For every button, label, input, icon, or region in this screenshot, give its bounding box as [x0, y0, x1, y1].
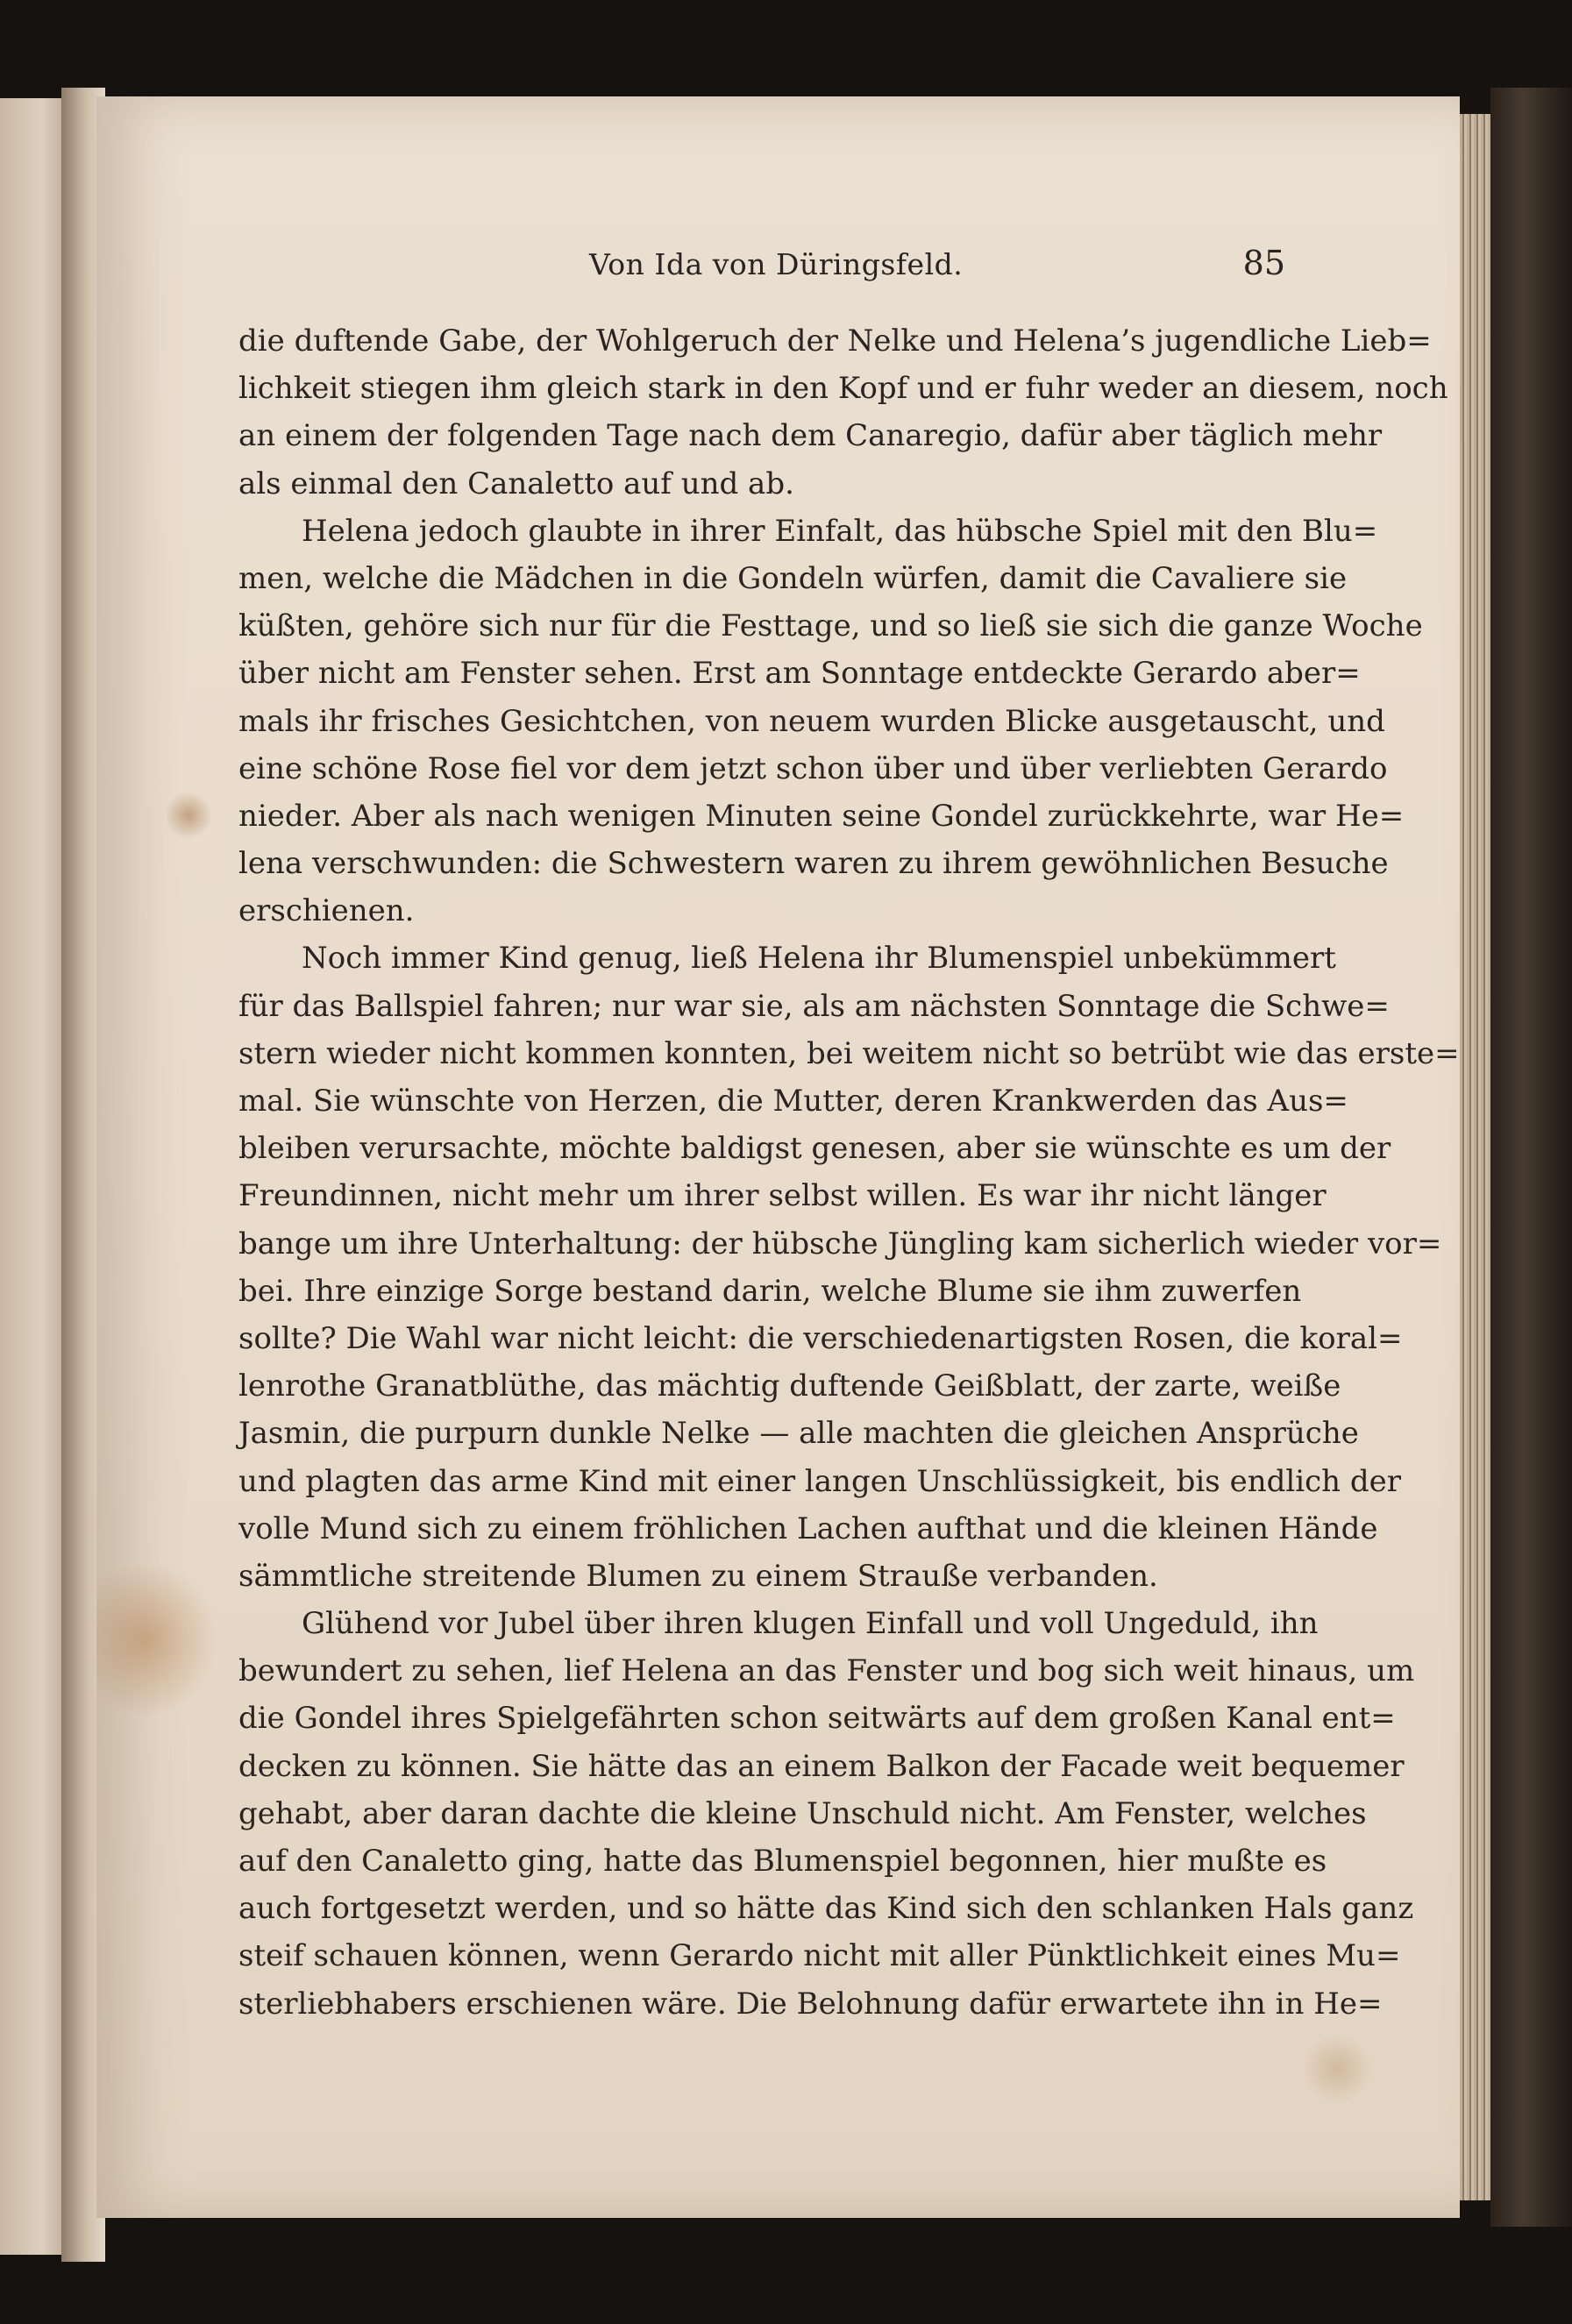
- text-line: bange um ihre Unterhaltung: der hübsche Jüngling kam sicherlich wieder vor=: [238, 1226, 1442, 1261]
- text-line: bei. Ihre einzige Sorge bestand darin, welche Blume sie ihm zuwerfen: [238, 1273, 1302, 1309]
- text-line: lichkeit stiegen ihm gleich stark in den Kopf und er fuhr weder an diesem, noch: [238, 371, 1448, 407]
- text-line: für das Ballspiel fahren; nur war sie, als am nächsten Sonntage die Schwe=: [238, 988, 1390, 1024]
- text-line: volle Mund sich zu einem fröhlichen Lachen aufthat und die kleinen Hände: [238, 1510, 1378, 1546]
- text-line: steif schauen können, wenn Gerardo nicht mit aller Pünktlichkeit eines Mu=: [238, 1938, 1401, 1974]
- text-line: Helena jedoch glaubte in ihrer Einfalt, das hübsche Spiel mit den Blu=: [302, 513, 1378, 549]
- text-line: sämmtliche streitende Blumen zu einem Strauße verbanden.: [238, 1558, 1158, 1594]
- text-line: und plagten das arme Kind mit einer langen Unschlüssigkeit, bis endlich der: [238, 1463, 1401, 1499]
- text-line: Jasmin, die purpurn dunkle Nelke — alle machten die gleichen Ansprüche: [238, 1416, 1359, 1452]
- book-cover-edge: [1490, 88, 1572, 2227]
- left-page-edge: [0, 98, 70, 2255]
- text-line: nieder. Aber als nach wenigen Minuten seine Gondel zurückkehrte, war He=: [238, 798, 1405, 834]
- running-title: Von Ida von Düringsfeld.: [589, 247, 964, 281]
- text-line: bleiben verursachte, möchte baldigst genesen, aber sie wünschte es um der: [238, 1131, 1391, 1167]
- text-line: Glühend vor Jubel über ihren klugen Einfall und voll Ungeduld, ihn: [302, 1606, 1319, 1642]
- body-text: [238, 317, 1460, 2028]
- text-line: auch fortgesetzt werden, und so hätte das Kind sich den schlanken Hals ganz: [238, 1891, 1414, 1927]
- text-line: Freundinnen, nicht mehr um ihrer selbst willen. Es war ihr nicht länger: [238, 1178, 1327, 1214]
- text-line: an einem der folgenden Tage nach dem Canaregio, dafür aber täglich mehr: [238, 418, 1383, 454]
- text-line: eine schöne Rose fiel vor dem jetzt schon über und über verliebten Gerardo: [238, 750, 1388, 786]
- text-line: bewundert zu sehen, lief Helena an das Fenster und bog sich weit hinaus, um: [238, 1653, 1415, 1689]
- text-line: lena verschwunden: die Schwestern waren zu ihrem gewöhnlichen Besuche: [238, 846, 1389, 882]
- text-line: stern wieder nicht kommen konnten, bei weitem nicht so betrübt wie das erste=: [238, 1035, 1460, 1071]
- text-line: lenrothe Granatblüthe, das mächtig duftende Geißblatt, der zarte, weiße: [238, 1368, 1341, 1404]
- text-line: Noch immer Kind genug, ließ Helena ihr Blumenspiel unbekümmert: [302, 941, 1336, 977]
- text-line: erschienen.: [238, 893, 415, 929]
- text-line: sollte? Die Wahl war nicht leicht: die verschiedenartigsten Rosen, die koral=: [238, 1320, 1403, 1356]
- text-line: die Gondel ihres Spielgefährten schon seitwärts auf dem großen Kanal ent=: [238, 1701, 1396, 1737]
- foxing-stain: [96, 1560, 219, 1718]
- running-header: [238, 244, 1285, 291]
- text-line: küßten, gehöre sich nur für die Festtage, und so ließ sie sich die ganze Woche: [238, 608, 1423, 644]
- foxing-stain: [167, 789, 210, 842]
- text-line: als einmal den Canaletto auf und ab.: [238, 466, 794, 501]
- text-line: decken zu können. Sie hätte das an einem Balkon der Facade weit bequemer: [238, 1748, 1405, 1784]
- text-line: gehabt, aber daran dachte die kleine Unschuld nicht. Am Fenster, welches: [238, 1795, 1367, 1831]
- foxing-stain: [1302, 2034, 1372, 2104]
- text-line: auf den Canaletto ging, hatte das Blumenspiel begonnen, hier mußte es: [238, 1844, 1327, 1879]
- page-number: 85: [1242, 244, 1285, 282]
- text-line: mals ihr frisches Gesichtchen, von neuem wurden Blicke ausgetauscht, und: [238, 703, 1385, 739]
- text-line: men, welche die Mädchen in die Gondeln würfen, damit die Cavaliere sie: [238, 560, 1348, 596]
- text-line: die duftende Gabe, der Wohlgeruch der Nelke und Helena’s jugendliche Lieb=: [238, 323, 1432, 359]
- text-line: mal. Sie wünschte von Herzen, die Mutter, deren Krankwerden das Aus=: [238, 1084, 1348, 1119]
- text-line: sterliebhabers erschienen wäre. Die Belohnung dafür erwartete ihn in He=: [238, 1986, 1383, 2022]
- text-line: über nicht am Fenster sehen. Erst am Sonntage entdeckte Gerardo aber=: [238, 656, 1361, 692]
